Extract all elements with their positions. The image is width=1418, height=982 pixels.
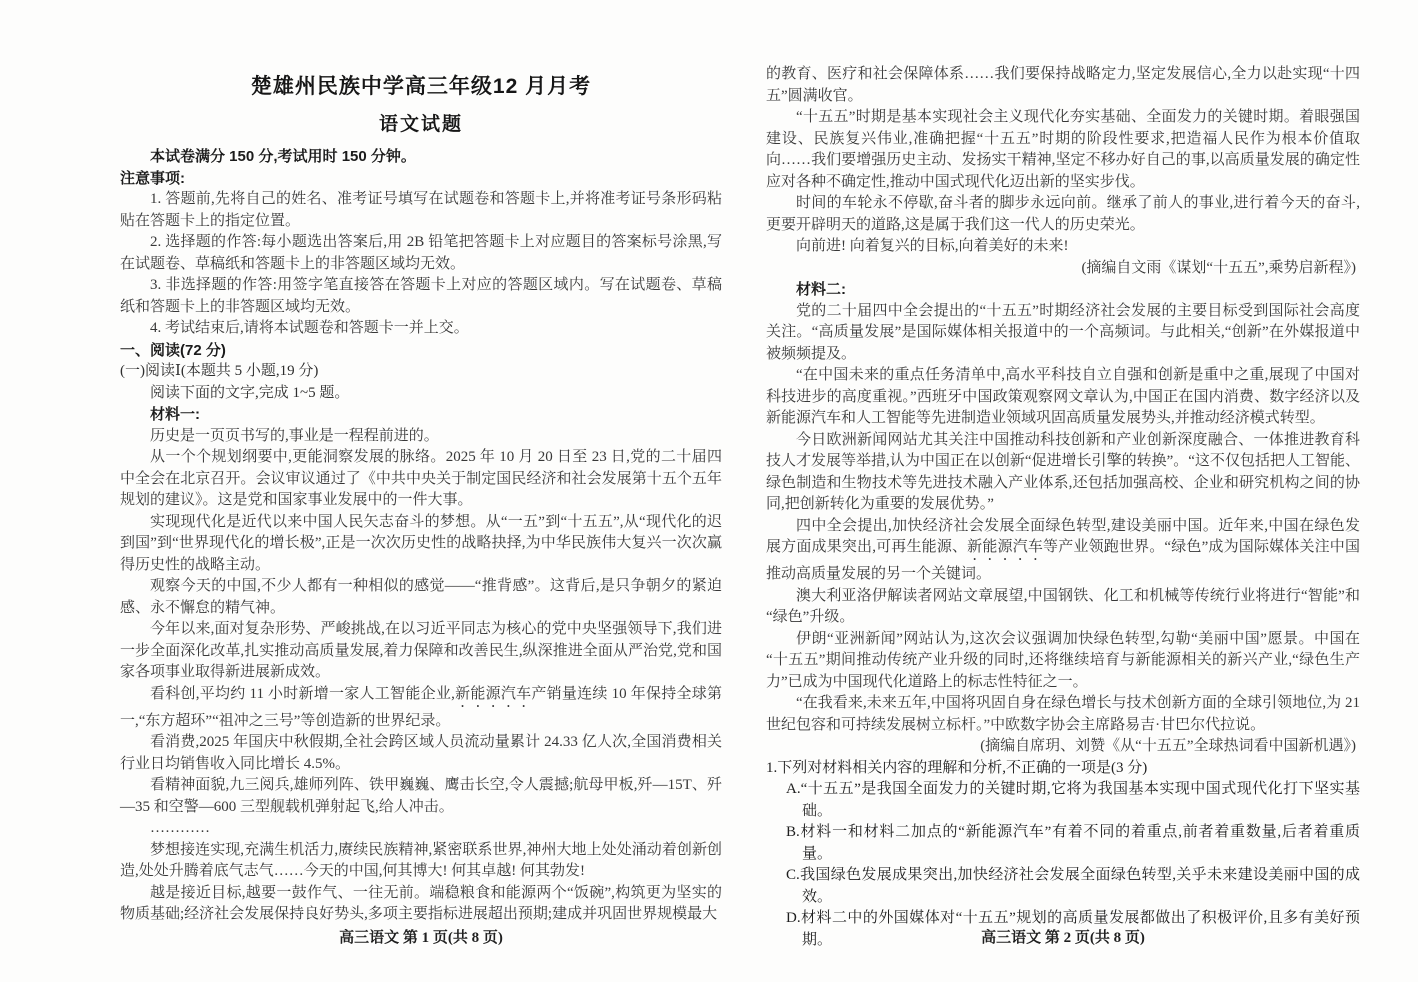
material1-paragraph-11: 越是接近目标,越要一鼓作气、一往无前。端稳粮食和能源两个“饭碗”,构筑更为坚实的物质基础;经济社会发展保持良好势头,多项主要指标进展超出预期;建成并巩固世界规模最大 (120, 884, 722, 922)
paragraph-text: 等产业领跑世界。“绿色”成为国际媒体关注中国推动高质量发展的另一个关键词。 (766, 539, 1360, 582)
material1-paragraph-5: 今年以来,面对复杂形势、严峻挑战,在以习近平同志为核心的党中央坚强领导下,我们进一步全面深化改革,扎实推动高质量发展,着力保障和改善民生,纵深推进全面从严治党,党和国家各项事业取得新进展新成效。 (120, 621, 722, 680)
section-heading: 一、阅读(72 分) (120, 341, 226, 359)
material1-paragraph-7: 看消费,2025 年国庆中秋假期,全社会跨区域人员流动量累计 24.33 亿人次,全国消费相关行业日均销售收入同比增长 4.5%。 (120, 734, 722, 772)
reading-instruction: 阅读下面的文字,完成 1~5 题。 (150, 384, 350, 401)
notice-heading: 注意事项: (120, 169, 185, 187)
paragraph-text: 看科创,平均约 11 小时新增一家人工智能企业, (150, 685, 455, 702)
continuation-paragraph: 的教育、医疗和社会保障体系……我们要保持战略定力,坚定发展信心,全力以赴实现“十四五”圆满收官。 (766, 66, 1360, 104)
paragraph-text: 产销量连续 10 年保持全球第一,“东方超环”“祖冲之三号”等创造新的世界纪录。 (120, 685, 722, 729)
page2-paragraph-2: “十五五”时期是基本实现社会主义现代化夯实基础、全面发力的关键时期。着眼强国建设、民族复兴伟业,准确把握“十五五”时期的阶段性要求,把造福人民作为根本价值取向……我们要增强历史主动、发扬实干精神,坚定不移办好自己的事,以高质量发展的确定性应对各种不确定性,推动中国式现代化迈出新的坚实步伐。 (766, 109, 1360, 190)
question1-option-b: B.材料一和材料二加点的“新能源汽车”有着不同的着重点,前者着重数量,后者着重质量。 (786, 824, 1360, 862)
notice-item-4: 4. 考试结束后,请将本试题卷和答题卡一并上交。 (150, 320, 469, 336)
material2-paragraph-6: 伊朗“亚洲新闻”网站认为,这次会议强调加快绿色转型,勾勒“美丽中国”愿景。中国在“十五五”期间推动传统产业升级的同时,还将继续培育与新能源相关的新兴产业,“绿色生产力”已成为中国现代化道路上的标志性特征之一。 (766, 630, 1360, 690)
material1-paragraph-1: 历史是一页页书写的,事业是一程程前进的。 (150, 427, 439, 444)
material2-paragraph-5: 澳大利亚洛伊解读者网站文章展望,中国钢铁、化工和机械等传统行业将进行“智能”和“绿色”升级。 (766, 587, 1360, 625)
exam-title: 楚雄州民族中学高三年级12 月月考 (250, 75, 592, 98)
page2-footer: 高三语文 第 2 页(共 8 页) (981, 930, 1145, 946)
attribution-material1: (摘编自文雨《谋划“十五五”,乘势启新程》) (1081, 259, 1356, 276)
notice-item-1: 1. 答题前,先将自己的姓名、准考证号填写在试题卷和答题卡上,并将准考证号条形码粘贴在答题卡上的指定位置。 (120, 191, 722, 229)
page1-footer: 高三语文 第 1 页(共 8 页) (339, 930, 503, 946)
emphasized-term: 新能源汽车 (454, 685, 532, 702)
page2-paragraph-3: 时间的车轮永不停歇,奋斗者的脚步永远向前。继承了前人的事业,进行着今天的奋斗,更要开辟明天的道路,这是属于我们这一代人的历史荣光。 (766, 195, 1360, 233)
material2-paragraph-7: “在我看来,未来五年,中国将巩固自身在绿色增长与技术创新方面的全球引领地位,为 21 世纪包容和可持续发展树立标杆。”中欧数字协会主席路易吉·甘巴尔代拉说。 (766, 695, 1360, 733)
material1-paragraph-6 (120, 684, 722, 733)
exam-subtitle: 语文试题 (378, 114, 463, 135)
attribution-material2: (摘编自席玥、刘赞《从“十五五”全球热词看中国新机遇》) (980, 738, 1356, 754)
material1-paragraph-8: 看精神面貌,九三阅兵,雄师列阵、铁甲巍巍、鹰击长空,令人震撼;航母甲板,歼—15T、歼—35 和空警—600 三型舰载机弹射起飞,给人冲击。 (120, 777, 722, 815)
page-2 (722, 0, 1418, 982)
material1-paragraph-3: 实现现代化是近代以来中国人民矢志奋斗的梦想。从“一五”到“十五五”,从“现代化的迟到国”到“世界现代化的增长极”,正是一次次历史性的战略抉择,为中华民族伟大复兴一次次赢得历史性的战略主动。 (120, 513, 722, 573)
material2-label: 材料二: (796, 281, 846, 298)
question1-option-c: C.我国绿色发展成果突出,加快经济社会发展全面绿色转型,关乎未来建设美丽中国的成效。 (786, 867, 1360, 905)
notice-item-2: 2. 选择题的作答:每小题选出答案后,用 2B 铅笔把答题卡上对应题目的答案标号涂黑,写在试题卷、草稿纸和答题卡上的非答题区域均无效。 (120, 234, 722, 272)
emphasized-term: 新能源汽车 (967, 539, 1044, 555)
material2-paragraph-2: “在中国未来的重点任务清单中,高水平科技自立自强和创新是重中之重,展现了中国对科技进步的高度重视。”西班牙中国政策观察网文章认为,中国正在国内消费、数字经济以及新能源汽车和人工智能等先进制造业领域巩固高质量发展势头,并推动经济模式转型。 (766, 367, 1360, 426)
material1-label: 材料一: (150, 406, 200, 423)
ellipsis-line: ………… (150, 820, 210, 836)
material2-paragraph-4 (766, 516, 1360, 586)
material1-paragraph-2: 从一个个规划纲要中,更能洞察发展的脉络。2025 年 10 月 20 日至 23 日,党的二十届四中全会在北京召开。会议审议通过了《中共中央关于制定国民经济和社会发展第十五个五年规划的建议》。这是党和国家事业发展中的一件大事。 (120, 449, 722, 508)
page2-paragraph-4: 向前进! 向着复兴的目标,向着美好的未来! (796, 238, 1069, 254)
material2-paragraph-3: 今日欧洲新闻网站尤其关注中国推动科技创新和产业创新深度融合、一体推进教育科技人才发展等举措,认为中国正在以创新“促进增长引擎的转换”。“这不仅包括把人工智能、绿色制造和生物技术等先进技术融入产业体系,还包括加强高校、企业和研究机构之间的协同,把创新转化为重要的发展优势。” (766, 431, 1360, 512)
material1-paragraph-4: 观察今天的中国,不少人都有一种相似的感觉——“推背感”。这背后,是只争朝夕的紧迫感、永不懈怠的精气神。 (120, 578, 722, 616)
question1-option-d: D.材料二中的外国媒体对“十五五”规划的高质量发展都做出了积极评价,且多有美好预期。 (786, 910, 1360, 948)
exam-info: 本试卷满分 150 分,考试用时 150 分钟。 (150, 148, 416, 165)
question1-stem: 1.下列对材料相关内容的理解和分析,不正确的一项是(3 分) (766, 759, 1148, 776)
notice-item-3: 3. 非选择题的作答:用签字笔直接答在答题卡上对应的答题区域内。写在试题卷、草稿纸和答题卡上的非答题区域均无效。 (120, 277, 722, 315)
paragraph-text: 四中全会提出,加快经济社会发展全面绿色转型,建设美丽中国。近年来,中国在绿色发展方面成果突出,可再生能源、 (766, 517, 1360, 555)
question1-option-a: A.“十五五”是我国全面发力的关键时期,它将为我国基本实现中国式现代化打下坚实基础。 (786, 781, 1360, 819)
subsection-heading: (一)阅读Ⅰ(本题共 5 小题,19 分) (120, 363, 319, 379)
material1-paragraph-10: 梦想接连实现,充满生机活力,赓续民族精神,紧密联系世界,神州大地上处处涌动着创新创造,处处升腾着底气志气……今天的中国,何其博大! 何其卓越! 何其勃发! (120, 841, 722, 879)
material2-paragraph-1: 党的二十届四中全会提出的“十五五”时期经济社会发展的主要目标受到国际社会高度关注。“高质量发展”是国际媒体相关报道中的一个高频词。与此相关,“创新”在外媒报道中被频频提及。 (766, 302, 1360, 362)
